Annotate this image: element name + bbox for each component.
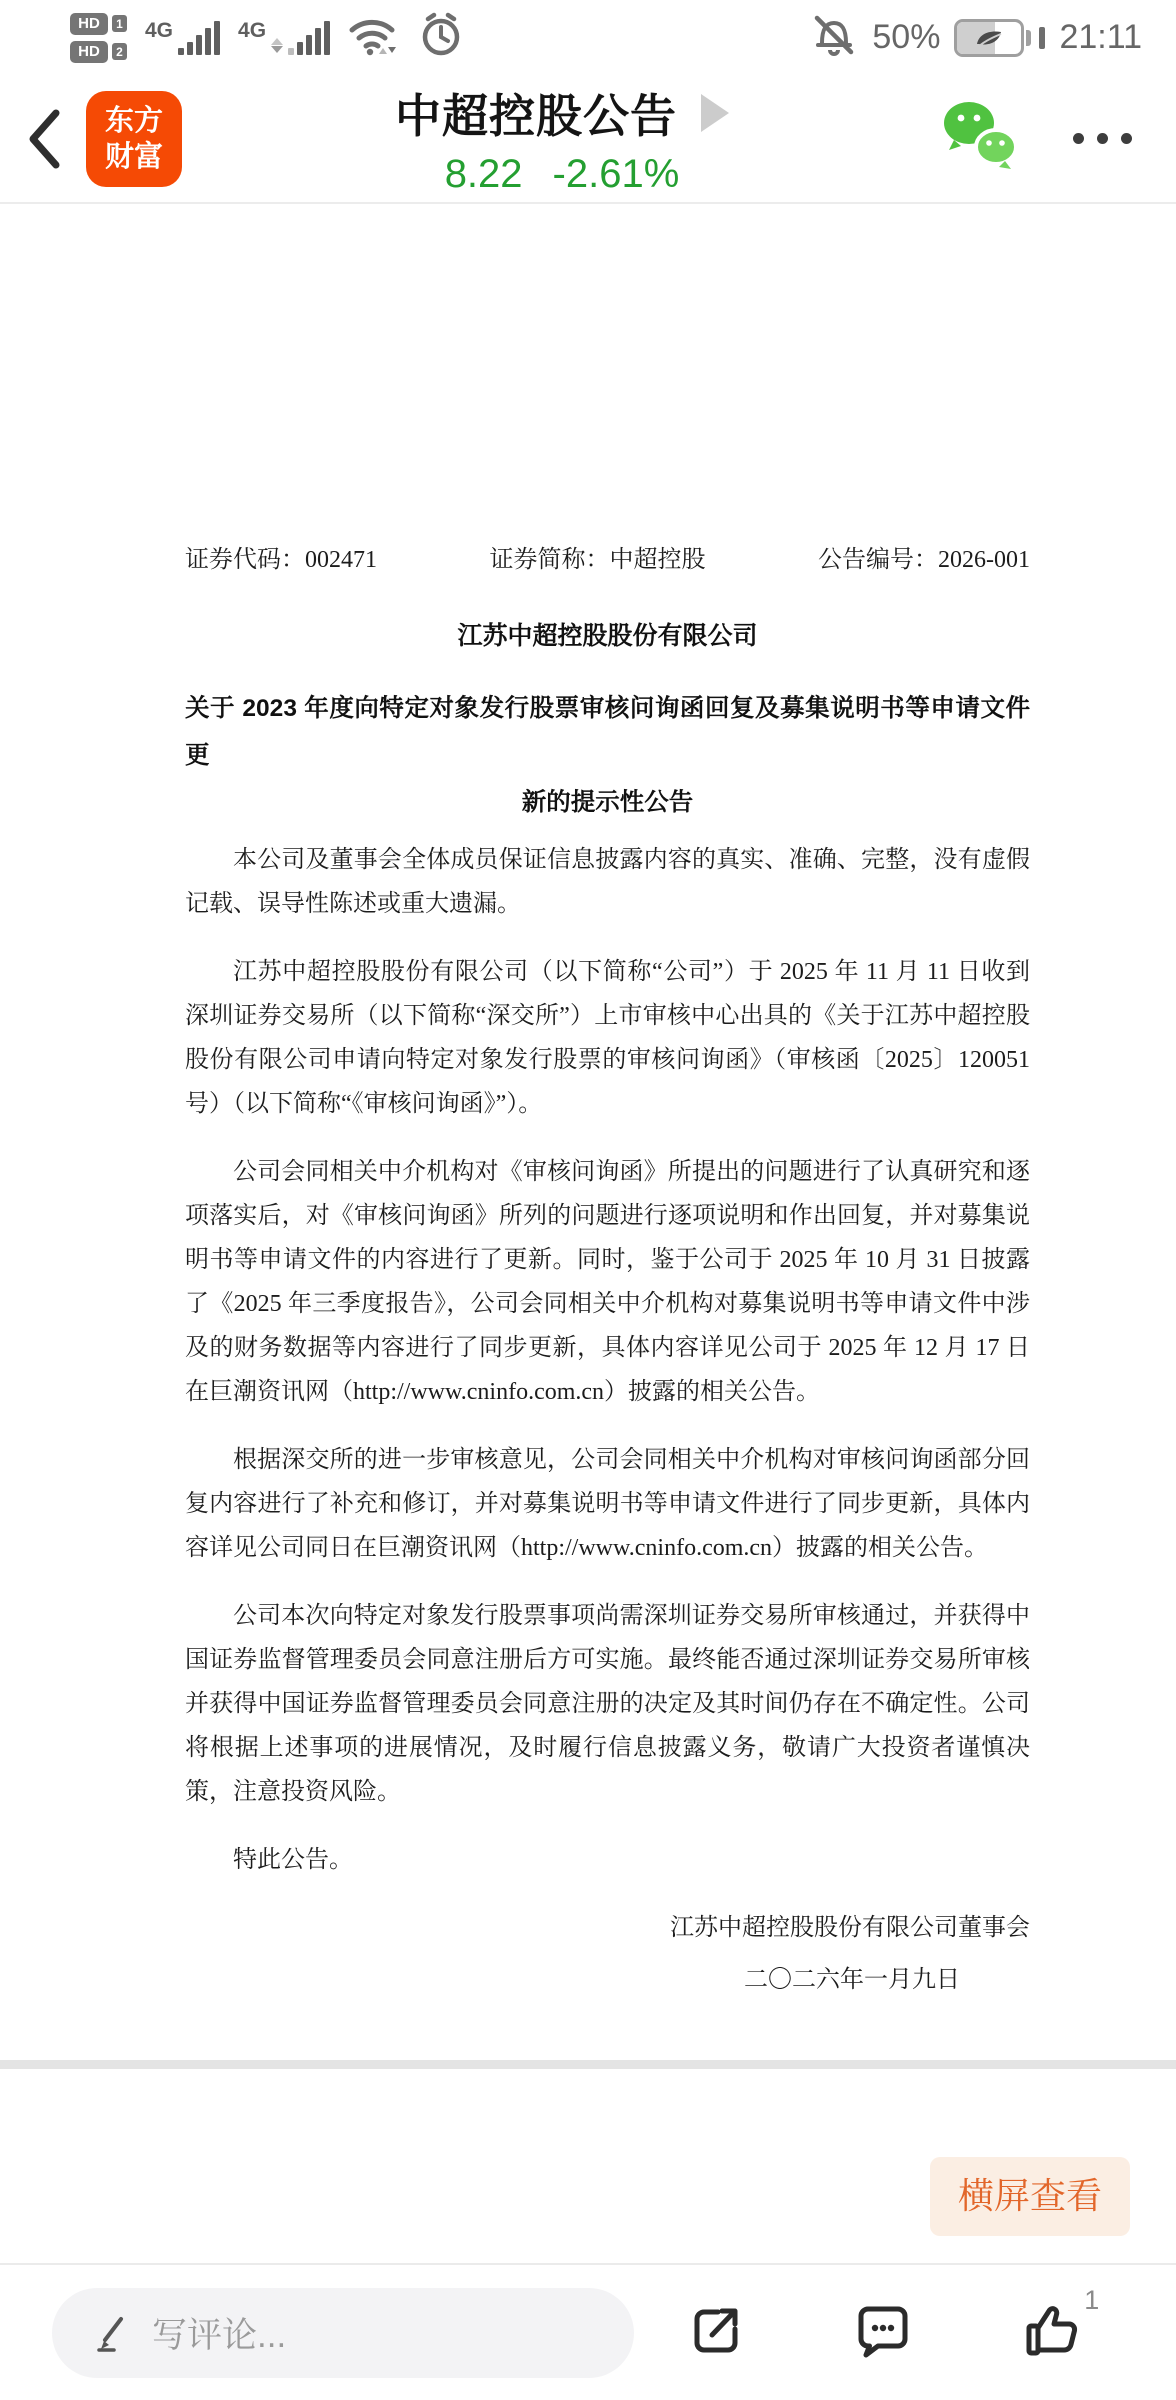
comment-bubble-icon [854,2302,912,2358]
announcement-number: 公告编号：2026-001 [818,547,1030,573]
battery-power-save-icon [954,19,1045,57]
stock-price: 8.22 [444,152,523,196]
like-count: 1 [1084,2285,1100,2315]
stock-short-name: 证券简称：中超控股 [489,547,706,573]
stock-quote[interactable] [395,152,729,197]
battery-percent: 50% [872,18,941,56]
eastmoney-logo[interactable] [86,91,182,187]
comment-input[interactable] [52,2288,634,2378]
signature-date: 二〇二六年一月九日 [744,1967,960,1993]
thumbs-up-icon [1021,2301,1081,2359]
signal-sim1 [145,20,220,55]
alarm-clock-icon [418,12,464,63]
status-right-icons [810,11,1142,64]
company-name: 江苏中超控股股份有限公司 [457,622,758,650]
header [0,75,1176,204]
more-ellipsis-icon [1073,133,1084,144]
wifi-icon [348,13,400,62]
page-title: 中超控股公告 [395,90,677,142]
sim2-icon: 2 [112,43,127,60]
comment-placeholder: 写评论... [152,2315,287,2355]
signal-sim2 [238,20,330,55]
title-block[interactable] [395,80,729,197]
clock-time: 21:11 [1059,18,1142,56]
share-icon [689,2302,745,2358]
sim1-icon: 1 [112,15,127,32]
signal-bars-icon [288,21,330,55]
paragraph: 公司本次向特定对象发行股票事项尚需深圳证券交易所审核通过，并获得中国证券监督管理委员会同意注册后方可实施。最终能否通过深圳证券交易所审核并获得中国证券监督管理委员会同意注册的决定及其时间仍存在不确定性。公司将根据上述事项的进展情况，及时履行信息披露义务，敬请广大投资者谨慎决策，注意投资风险。 [185,1603,1030,1805]
section-divider [0,2060,1176,2069]
like-button[interactable] [1021,2285,1100,2364]
wechat-icon [941,98,1021,174]
play-triangle-icon[interactable] [701,94,729,132]
more-menu-button[interactable] [1073,123,1132,154]
network-type-2: 4G [238,19,267,42]
pencil-icon [94,2314,130,2352]
share-button[interactable] [689,2302,745,2363]
announcement-document[interactable] [0,204,1176,2060]
signal-bars-icon [178,21,220,55]
status-bar [0,0,1176,75]
back-button[interactable] [26,104,72,174]
paragraph: 公司会同相关中介机构对《审核问询函》所提出的问题进行了认真研究和逐项落实后，对《审核问询函》所列的问题进行逐项说明和作出回复，并对募集说明书等申请文件的内容进行了更新。同时，鉴于公司于 2025 年 10 月 31 日披露了《2025 年三季度报告》，公司会同相关中介机构对募集说明书等申请文件中涉及的财务数据等内容进行了同步更新，具体内容详见公司于 2025 年 12 月 17 日在巨潮资讯网（http://www.cninfo.com.cn）披露的相关公告。 [185,1159,1030,1405]
paragraph: 根据深交所的进一步审核意见，公司会同相关中介机构对审核问询函部分回复内容进行了补充和修订，并对募集说明书等申请文件进行了同步更新，具体内容详见公司同日在巨潮资讯网（http://www.cninfo.com.cn）披露的相关公告。 [185,1447,1030,1561]
signature-line: 江苏中超控股股份有限公司董事会 [670,1915,1030,1941]
announcement-title-line2: 新的提示性公告 [521,789,694,816]
hd-indicators [70,13,127,63]
bell-muted-icon [810,11,858,64]
wechat-share-button[interactable] [941,98,1021,179]
paragraph: 本公司及董事会全体成员保证信息披露内容的真实、准确、完整，没有虚假记载、误导性陈述或重大遗漏。 [185,847,1030,917]
paragraph: 江苏中超控股股份有限公司（以下简称“公司”）于 2025 年 11 月 11 日收到深圳证券交易所（以下简称“深交所”）上市审核中心出具的《关于江苏中超控股股份有限公司申请向特定对象发行股票的审核问询函》（审核函〔2025〕120051号）（以下简称“《审核问询函》”）。 [185,959,1030,1117]
bottom-toolbar [0,2263,1176,2400]
stock-code: 证券代码：002471 [185,547,377,573]
lower-section [0,2069,1176,2263]
hd2-icon: HD [70,41,108,63]
back-icon [26,108,62,170]
landscape-view-button[interactable]: 横屏查看 [930,2157,1130,2236]
data-activity-icon [271,38,283,53]
logo-text-1: 东方 [104,104,163,137]
doc-meta-row [185,545,1030,575]
logo-text-2: 财富 [104,140,163,173]
announcement-title-line1: 关于 2023 年度向特定对象发行股票审核问询函回复及募集说明书等申请文件更 [185,695,1030,769]
closing-statement: 特此公告。 [233,1847,353,1873]
network-type-1: 4G [145,19,174,42]
announcement-title [185,685,1030,826]
stock-change: -2.61% [552,152,680,196]
status-left-icons [70,12,464,63]
comments-button[interactable] [854,2302,912,2363]
hd1-icon: HD [70,13,108,35]
